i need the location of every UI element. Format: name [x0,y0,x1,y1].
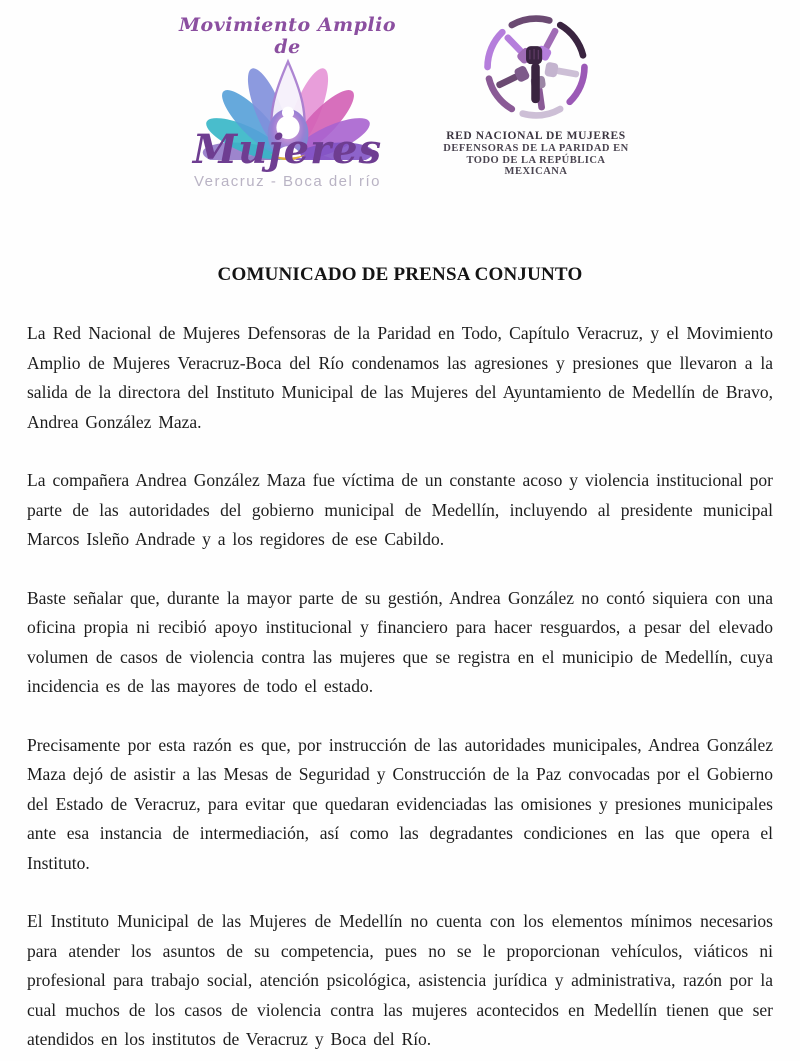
paragraph-1: La Red Nacional de Mujeres Defensoras de la Paridad en Todo, Capítulo Veracruz, y el Movimiento Amplio de Mujeres Veracruz-Boca del Río condenamos las agresiones y presiones que llevaron a la salida de la directora del Instituto Municipal de las Mujeres del Ayuntamiento de Medellín de Bravo, Andrea González Maza. [27,323,773,432]
logo-right-line1: RED NACIONAL DE MUJERES [446,130,626,142]
document-title: COMUNICADO DE PRENSA CONJUNTO [217,264,583,285]
logo-left-name-text: Mujeres [192,126,383,173]
paragraph-3: Baste señalar que, durante la mayor parte de su gestión, Andrea González no contó siquiera con una oficina propia ni recibió apoyo institucional y financiero para hacer resguardos, a pesar del elevado volumen de casos de violencia contra las mujeres que se registra en el municipio de Medellín, cuya incidencia es de las mayores de todo el estado. [27,587,773,696]
paragraph-2: La compañera Andrea González Maza fue víctima de un constante acoso y violencia institucional por parte de las autoridades del gobierno municipal de Medellín, incluyendo al presidente municipal Marcos Isleño Andrade y a los regidores de ese Cabildo. [27,470,773,549]
header-logos [0,0,800,208]
fists-circle-emblem-icon [479,10,593,124]
logo-left-subtitle: Veracruz - Boca del río [193,173,382,190]
press-release-body [0,264,800,1055]
logo-right-line2: DEFENSORAS DE LA PARIDAD EN [443,143,629,154]
paragraph-4: Precisamente por esta razón es que, por instrucción de las autoridades municipales, Andrea González Maza dejó de asistir a las Mesas de Seguridad y Construcción de la Paz convocadas por el Gobierno del Estado de Veracruz, para evitar que quedaran evidenciadas las omisiones y presiones municipales ante esa instancia de intermediación, así como las degradantes condiciones en las que opera el Instituto. [27,734,773,873]
logo-red-nacional [438,10,634,177]
logo-left-top-text: Movimiento Amplio de [179,14,396,58]
logo-right-line3: TODO DE LA REPÚBLICA MEXICANA [466,155,606,177]
logo-movimiento-amplio [175,14,400,190]
paragraph-5: El Instituto Municipal de las Mujeres de Medellín no cuenta con los elementos mínimos necesarios para atender los asuntos de su competencia, pues no se le proporcionan vehículos, viáticos ni profesional para trabajo social, atención psicológica, asistencia jurídica y administrativa, razón por la cual muchos de los casos de violencia contra las mujeres acontecidos en Medellín tienen que ser atendidos en los institutos de Veracruz y Boca del Río. [27,911,773,1049]
